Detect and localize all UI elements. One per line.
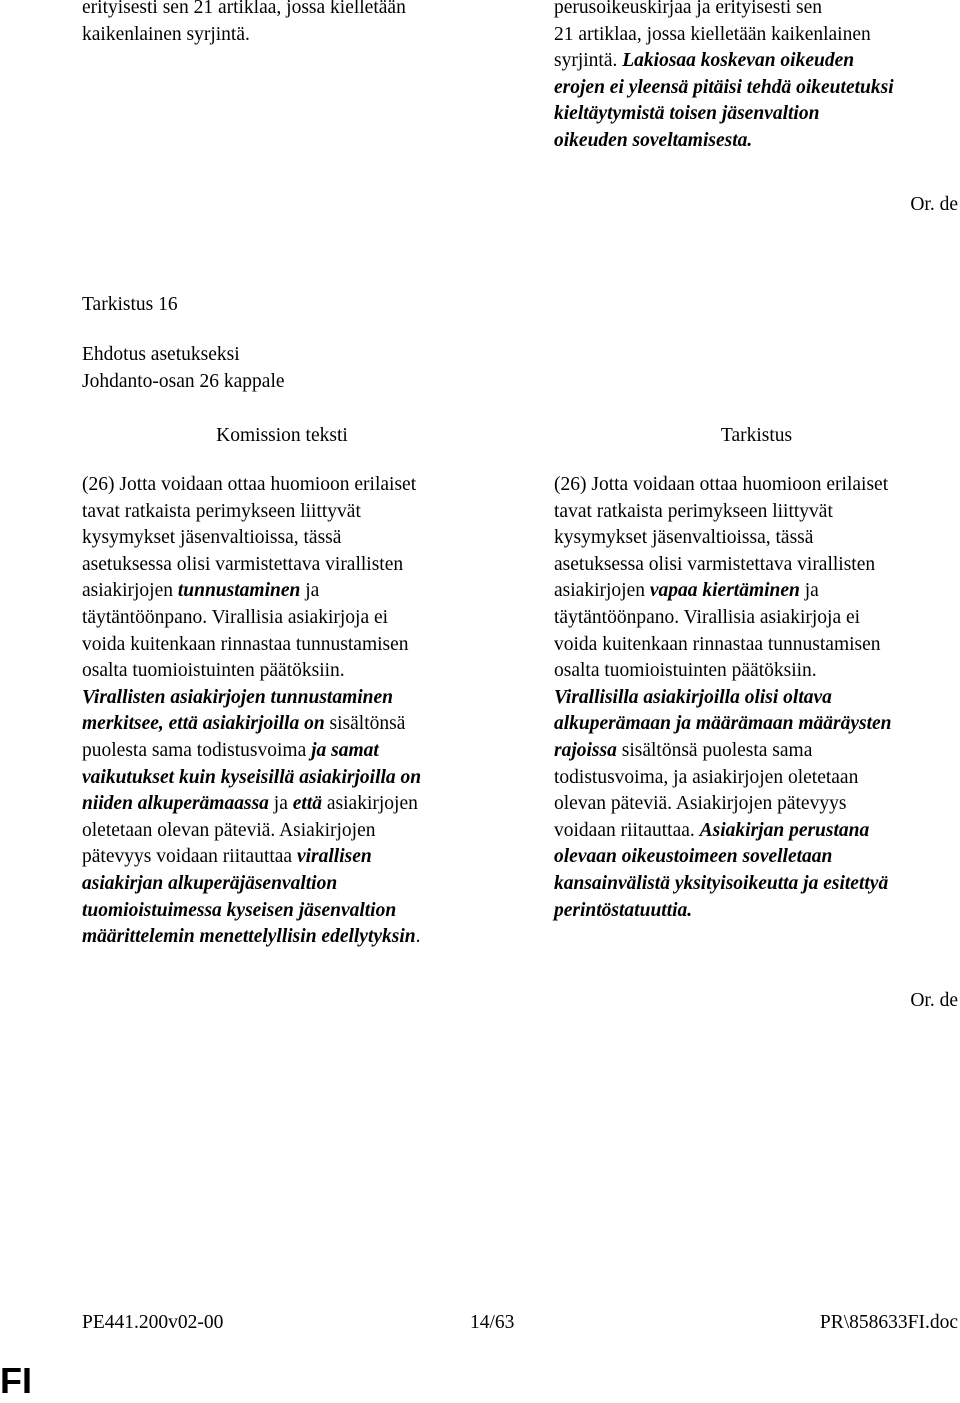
text-segment: asiakirjojen [322, 793, 418, 815]
emphasized-text: kansainvälistä yksityisoikeutta ja esitettyä [554, 872, 889, 894]
text-line [82, 578, 482, 605]
footer-doc-ref: PE441.200v02-00 [82, 1312, 224, 1333]
text-segment: kysymykset jäsenvaltioissa, tässä [554, 527, 814, 549]
text-line [82, 765, 482, 792]
text-line [554, 632, 959, 659]
prev-left-line: erityisesti sen 21 artiklaa, jossa kielletään [82, 0, 406, 18]
emphasized-text: Virallisilla asiakirjoilla olisi oltava [554, 686, 832, 708]
text-line [82, 898, 482, 925]
text-line [82, 658, 482, 685]
emphasized-text: oikeuden soveltamisesta. [554, 129, 753, 151]
prev-left-text [82, 0, 482, 48]
footer-file-name: PR\858633FI.doc [819, 1312, 958, 1333]
text-line [554, 578, 959, 605]
emphasized-text: rajoissa [554, 739, 617, 761]
text-line [554, 898, 959, 925]
emphasized-text: Virallisten asiakirjojen tunnustaminen [82, 686, 394, 708]
text-line [554, 711, 959, 738]
amendment-section: Johdanto-osan 26 kappale [82, 371, 285, 392]
text-segment: tavat ratkaista perimykseen liittyvät [82, 500, 361, 522]
text-segment: (26) Jotta voidaan ottaa huomioon erilaiset [82, 474, 417, 495]
emphasized-text: määrittelemin menettelyllisin edellytyksin [82, 926, 416, 948]
text-segment: todistusvoima, ja asiakirjojen oletetaan [554, 766, 859, 788]
text-line [82, 711, 482, 738]
text-line [554, 22, 959, 49]
emphasized-text: olevaan oikeustoimeen sovelletaan [554, 846, 833, 868]
text-line [82, 738, 482, 765]
prev-right-text [554, 0, 959, 155]
text-line [554, 844, 959, 871]
amendment-subtitle: Ehdotus asetukseksi [82, 344, 240, 365]
text-line [554, 552, 959, 579]
emphasized-text: erojen ei yleensä pitäisi tehdä oikeutetuksi [554, 76, 894, 98]
amendment-title: Tarkistus 16 [82, 294, 178, 315]
text-line [82, 924, 482, 951]
text-line [554, 871, 959, 898]
text-segment: olevan päteviä. Asiakirjojen pätevyys [554, 793, 847, 815]
text-segment: ja [300, 580, 320, 602]
text-segment: ja [268, 793, 293, 815]
text-line [82, 871, 482, 898]
text-line [554, 791, 959, 818]
text-segment: tavat ratkaista perimykseen liittyvät [554, 500, 833, 522]
text-segment: voidaan riitauttaa. [554, 819, 700, 841]
emphasized-text: vaikutukset kuin kyseisillä asiakirjoilla on [82, 766, 422, 788]
text-line [82, 818, 482, 845]
emphasized-text: tunnustaminen [177, 580, 301, 602]
text-line [554, 101, 959, 128]
text-line [554, 765, 959, 792]
text-segment: ja [799, 580, 819, 602]
emphasized-text: ja samat [311, 739, 379, 761]
emphasized-text: niiden alkuperämaassa [82, 793, 269, 815]
text-line [82, 844, 482, 871]
text-segment: syrjintä. [554, 50, 623, 72]
text-line [554, 818, 959, 845]
emphasized-text: Lakiosaa koskevan oikeuden [622, 50, 855, 72]
amendment-text [554, 472, 959, 924]
text-segment: 21 artiklaa, jossa kielletään kaikenlainen [554, 23, 871, 45]
text-segment: (26) Jotta voidaan ottaa huomioon erilaiset [554, 474, 889, 495]
emphasized-text: tuomioistuimessa kyseisen jäsenvaltion [82, 899, 397, 921]
text-segment: osalta tuomioistuinten päätöksiin. [554, 660, 817, 682]
commission-text [82, 472, 482, 951]
text-line [554, 128, 959, 155]
emphasized-text: Asiakirjan perustana [699, 819, 870, 841]
emphasized-text: että [292, 793, 322, 815]
text-line [554, 472, 959, 499]
text-line [554, 658, 959, 685]
footer-page-number: 14/63 [470, 1312, 515, 1333]
text-segment: osalta tuomioistuinten päätöksiin. [82, 660, 345, 682]
text-segment: kysymykset jäsenvaltioissa, tässä [82, 527, 342, 549]
text-segment: asetuksessa olisi varmistettava virallisten [554, 553, 876, 575]
left-column-header: Komission teksti [216, 425, 348, 446]
emphasized-text: vapaa kiertäminen [649, 580, 800, 602]
text-segment: sisältönsä [324, 713, 406, 735]
text-segment: asiakirjojen [82, 580, 178, 602]
text-segment: perusoikeuskirjaa ja erityisesti sen [554, 0, 823, 18]
emphasized-text: virallisen [296, 846, 372, 868]
text-line [82, 499, 482, 526]
text-line [554, 75, 959, 102]
text-line [554, 685, 959, 712]
text-line [82, 632, 482, 659]
text-line [554, 499, 959, 526]
text-line [554, 0, 959, 22]
text-line [82, 552, 482, 579]
text-segment: voida kuitenkaan rinnastaa tunnustamisen [554, 633, 881, 655]
text-line [82, 605, 482, 632]
text-segment: . [415, 926, 421, 948]
text-segment: voida kuitenkaan rinnastaa tunnustamisen [82, 633, 409, 655]
text-segment: asetuksessa olisi varmistettava virallisten [82, 553, 404, 575]
emphasized-text: kieltäytymistä toisen jäsenvaltion [554, 103, 820, 125]
text-line [554, 48, 959, 75]
emphasized-text: merkitsee, että asiakirjoilla on [82, 713, 325, 735]
text-segment: täytäntöönpano. Virallisia asiakirjoja ei [82, 606, 389, 628]
or-label-bottom: Or. de [910, 990, 958, 1011]
or-label-top: Or. de [910, 194, 958, 215]
emphasized-text: asiakirjan alkuperäjäsenvaltion [82, 872, 338, 894]
text-line [554, 525, 959, 552]
text-segment: oletetaan olevan päteviä. Asiakirjojen [82, 819, 376, 841]
text-segment: asiakirjojen [554, 580, 650, 602]
text-line [82, 472, 482, 499]
text-line [554, 738, 959, 765]
text-line [82, 685, 482, 712]
text-segment: puolesta sama todistusvoima [82, 739, 312, 761]
emphasized-text: perintöstatuuttia. [554, 899, 693, 921]
text-line [554, 605, 959, 632]
text-segment: täytäntöönpano. Virallisia asiakirjoja ei [554, 606, 861, 628]
language-code: FI [0, 1360, 32, 1401]
text-segment: pätevyys voidaan riitauttaa [82, 846, 297, 868]
right-column-header: Tarkistus [720, 425, 793, 446]
emphasized-text: alkuperämaan ja määrämaan määräysten [554, 713, 892, 735]
text-line [82, 791, 482, 818]
prev-left-line: kaikenlainen syrjintä. [82, 23, 250, 45]
text-line [82, 525, 482, 552]
text-segment: sisältönsä puolesta sama [616, 739, 813, 761]
